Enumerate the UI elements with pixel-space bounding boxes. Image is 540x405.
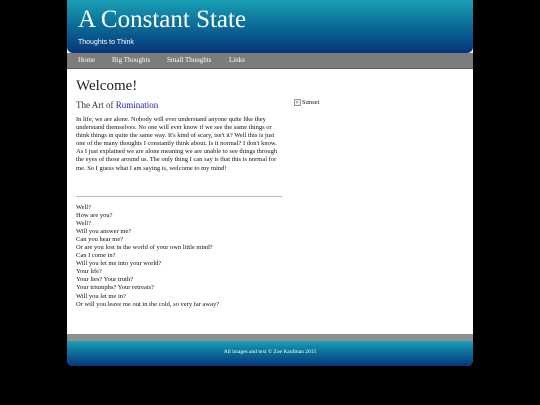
poem-line: Your life? — [76, 268, 102, 276]
site-header — [67, 0, 473, 53]
main-nav — [67, 53, 473, 69]
poem-line: Can you hear me? — [76, 236, 124, 244]
poem-line: Or are you lost in the world of your own little mind? — [76, 244, 213, 252]
rumination-link[interactable]: Rumination — [115, 100, 159, 110]
divider — [76, 196, 282, 197]
poem-line: Your triumphs? Your retreats? — [76, 284, 155, 292]
site-title[interactable]: A Constant State — [78, 6, 247, 33]
poem-line: Will you let me into your world? — [76, 260, 162, 268]
poem-line: Well? — [76, 220, 91, 228]
page-frame — [67, 0, 473, 366]
nav-item-big-thoughts[interactable]: Big Thoughts — [112, 56, 151, 64]
poem-line: Will you answer me? — [76, 228, 132, 236]
sunset-image — [294, 99, 319, 106]
page-title: Welcome! — [76, 78, 138, 94]
poem-line: Or will you leave me out in the cold, so very far away? — [76, 300, 220, 308]
poem-line: Will you let me in? — [76, 292, 126, 300]
broken-image-icon — [294, 99, 301, 106]
poem — [76, 204, 219, 309]
image-alt-text: Sunset — [302, 99, 320, 106]
site-footer — [67, 341, 473, 366]
main-content — [67, 69, 473, 334]
poem-line: Your lies? Your truth? — [76, 276, 134, 284]
subtitle-prefix: The Art of — [76, 100, 114, 110]
poem-line: How are you? — [76, 212, 113, 220]
site-tagline: Thoughts to Think — [78, 39, 134, 46]
section-subtitle — [76, 100, 158, 110]
nav-item-links[interactable]: Links — [229, 56, 245, 64]
footer-bar — [67, 334, 473, 341]
poem-line: Can I come in? — [76, 252, 116, 260]
copyright-text: All images and text © Zoe Kaufman 2015 — [223, 349, 317, 355]
poem-line: Well? — [76, 204, 91, 211]
intro-paragraph: In life, we are alone. Nobody will ever understand anyone quite like they understand themselves. No one will ever know if we see the same things or think things in quite the same way. It's kind of scary, isn't it? Well this is just one of the many thoughts I constantly think about. Is it normal? I don't know. As I just explained we are alone meaning we are unable to see things through the eyes of those around us. The only thing I can say is that this is normal for me. So I guess what I am saying is, welcome to my mind! — [76, 116, 278, 172]
nav-item-small-thoughts[interactable]: Small Thoughts — [167, 56, 212, 64]
nav-item-home[interactable]: Home — [78, 56, 96, 64]
